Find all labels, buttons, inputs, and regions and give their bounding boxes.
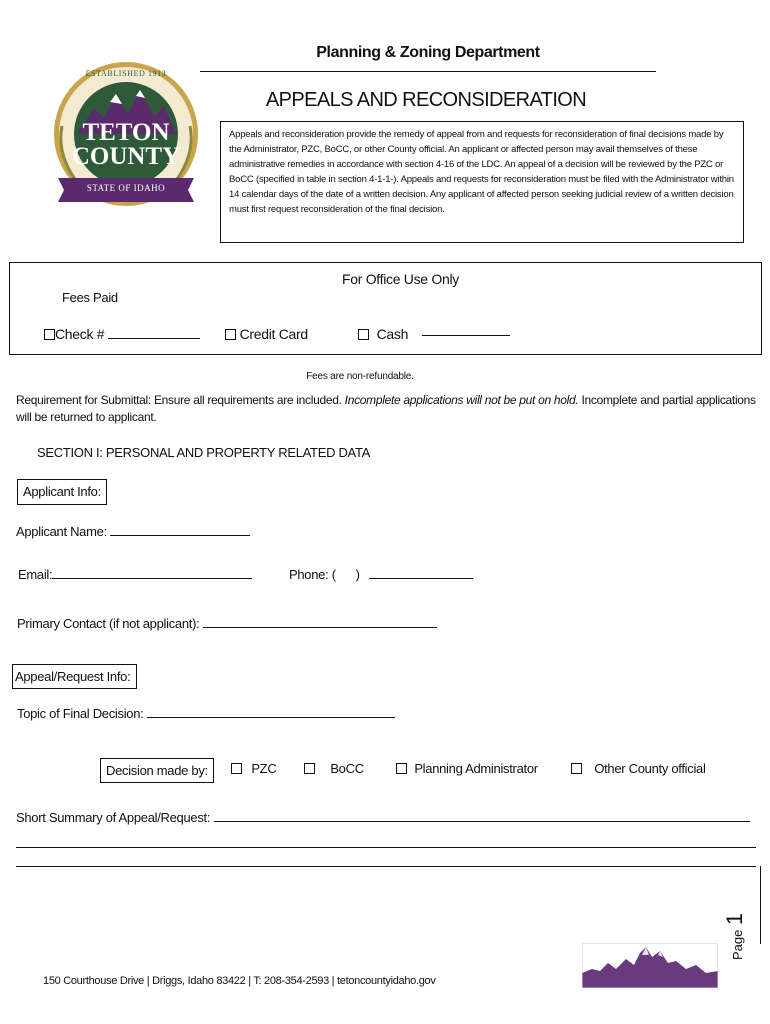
cash-field[interactable] — [358, 326, 510, 342]
page-number: 1 — [722, 912, 747, 926]
intro-box — [220, 121, 744, 243]
applicant-name-line[interactable] — [110, 535, 250, 536]
page-title: APPEALS AND RECONSIDERATION — [265, 89, 587, 111]
check-number-line[interactable] — [108, 338, 200, 339]
teton-county-seal-logo — [50, 56, 202, 214]
fees-paid-label: Fees Paid — [62, 290, 118, 305]
email-field[interactable] — [18, 567, 252, 582]
summary-line-2[interactable] — [16, 847, 756, 848]
check-label: Check # — [55, 326, 105, 342]
email-label: Email: — [18, 567, 53, 582]
page-side-rule — [760, 866, 761, 944]
logo-name-line1: TETON — [82, 119, 170, 146]
requirement-italic: Incomplete applications will not be put on hold. — [344, 393, 579, 407]
credit-card-label: Credit Card — [239, 326, 308, 342]
summary-label: Short Summary of Appeal/Request: — [16, 810, 211, 825]
logo-name-line2: COUNTY — [71, 143, 181, 170]
intro-text: Appeals and reconsideration provide the remedy of appeal from and requests for reconsideration of final decisions made by the Administrator, PZC, BoCC, or other County official. An applicant or affected person may avail themselves of these administrative remedies in accordance with section 4-16 of the LDC. An appeal of a decision will be reviewed by the PZC or BoCC (specified in table in section 4-1-1-). Appeals and requests for reconsideration must be filed with the Administrator within 14 calendar days of the date of a written decision. Any applicant of affected person seeking judicial review of a written decision must first request reconsideration of the final decision. — [229, 129, 734, 215]
other-county-official-label: Other County official — [594, 761, 706, 776]
pzc-label: PZC — [251, 761, 277, 776]
cash-amount-line[interactable] — [422, 335, 510, 336]
page-word: Page — [730, 929, 745, 960]
applicant-info-heading: Applicant Info: — [17, 479, 107, 505]
decision-made-by-label: Decision made by: — [100, 758, 214, 783]
credit-card-checkbox[interactable] — [225, 329, 236, 340]
option-pzc[interactable] — [231, 761, 276, 776]
check-field[interactable] — [44, 326, 200, 342]
primary-contact-field[interactable] — [17, 616, 437, 631]
bocc-label: BoCC — [330, 761, 364, 776]
logo-established: ESTABLISHED 1913 — [85, 69, 167, 78]
check-checkbox[interactable] — [44, 329, 55, 340]
office-use-box — [9, 262, 762, 355]
fees-note: Fees are non-refundable. — [306, 371, 414, 382]
phone-label: Phone: ( ) — [289, 567, 360, 582]
topic-field[interactable] — [17, 706, 395, 721]
primary-contact-label: Primary Contact (if not applicant): — [17, 616, 200, 631]
page-number-label — [722, 860, 750, 960]
topic-line[interactable] — [147, 717, 395, 718]
cash-checkbox[interactable] — [358, 329, 369, 340]
option-other-county-official[interactable] — [571, 761, 706, 776]
summary-line-3[interactable] — [16, 866, 756, 867]
primary-contact-line[interactable] — [203, 627, 437, 628]
header-rule — [200, 71, 656, 72]
requirement-lead: Requirement for Submittal: Ensure all requirements are included. — [16, 393, 345, 407]
office-use-heading: For Office Use Only — [342, 271, 459, 287]
pzc-checkbox[interactable] — [231, 763, 242, 774]
summary-line-1[interactable] — [214, 821, 750, 822]
bocc-checkbox[interactable] — [304, 763, 315, 774]
credit-card-field[interactable] — [225, 326, 308, 342]
logo-ribbon-text: STATE OF IDAHO — [86, 183, 166, 193]
phone-line[interactable] — [369, 578, 473, 579]
applicant-name-field[interactable] — [16, 524, 250, 539]
cash-label: Cash — [376, 326, 409, 342]
footer-address: 150 Courthouse Drive | Driggs, Idaho 83422 | T: 208-354-2593 | tetoncountyidaho.gov — [43, 975, 436, 987]
applicant-name-label: Applicant Name: — [16, 524, 107, 539]
option-bocc[interactable] — [304, 761, 364, 776]
department-title: Planning & Zoning Department — [316, 44, 540, 61]
option-planning-administrator[interactable] — [396, 761, 538, 776]
other-county-official-checkbox[interactable] — [571, 763, 582, 774]
planning-administrator-checkbox[interactable] — [396, 763, 407, 774]
planning-administrator-label: Planning Administrator — [414, 761, 538, 776]
topic-label: Topic of Final Decision: — [17, 706, 144, 721]
phone-field[interactable] — [289, 567, 473, 582]
mountain-footer-logo — [582, 943, 718, 988]
email-line[interactable] — [52, 578, 252, 579]
requirement-text — [16, 392, 756, 426]
section-title: SECTION I: PERSONAL AND PROPERTY RELATED DATA — [37, 445, 371, 460]
summary-field[interactable] — [16, 810, 750, 825]
requirement-tail: Incomplete and partial applications will be returned to applicant. — [16, 393, 756, 424]
appeal-info-heading: Appeal/Request Info: — [12, 664, 137, 689]
